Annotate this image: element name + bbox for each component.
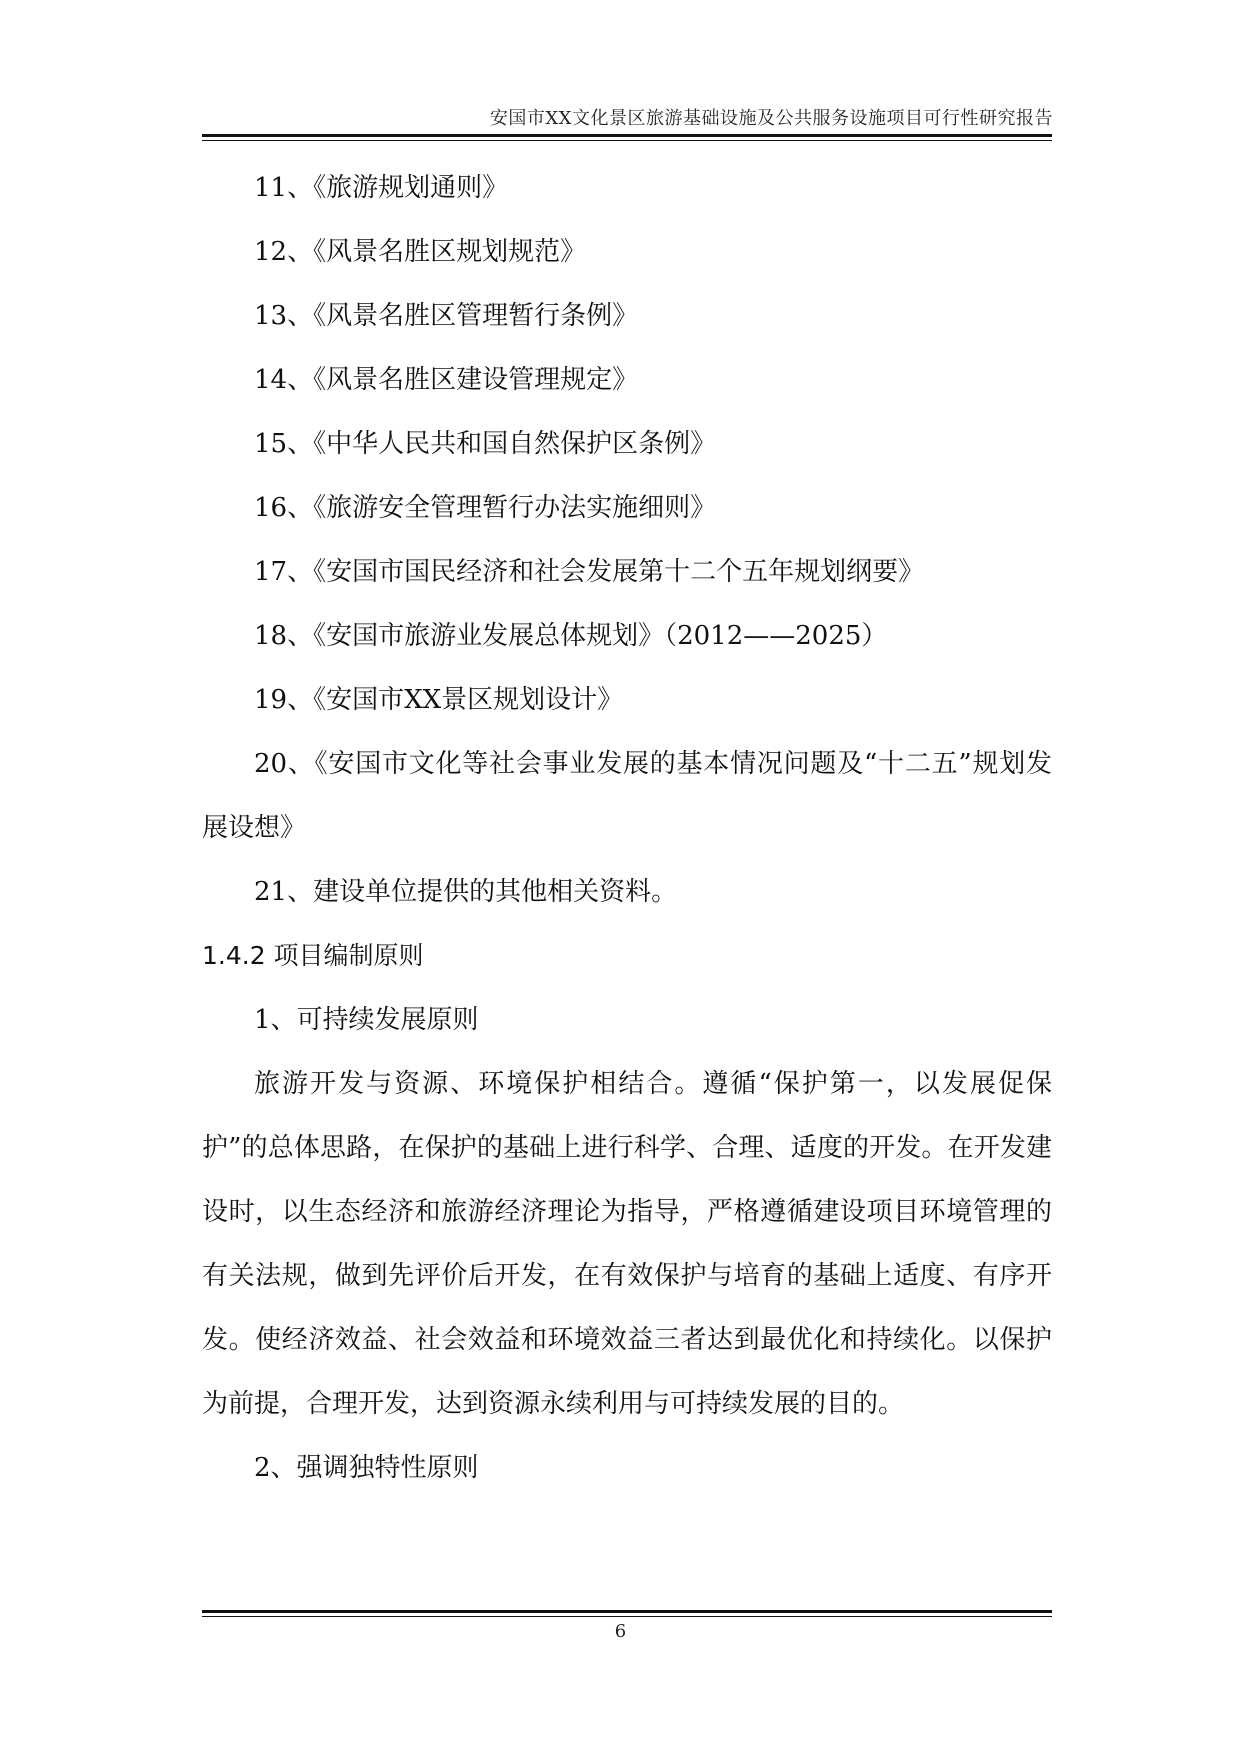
reference-item-12: 12、《风景名胜区规划规范》 [254, 237, 587, 267]
reference-item-17: 17、《安国市国民经济和社会发展第十二个五年规划纲要》 [254, 557, 925, 587]
header-rule [202, 134, 1052, 141]
principle-2-title: 2、强调独特性原则 [254, 1453, 479, 1483]
running-header: 安国市XX文化景区旅游基础设施及公共服务设施项目可行性研究报告 [489, 108, 1053, 129]
page-body [202, 156, 1052, 1500]
reference-item-18: 18、《安国市旅游业发展总体规划》（2012——2025） [254, 621, 888, 651]
page-number: 6 [614, 1621, 627, 1642]
reference-item-16: 16、《旅游安全管理暂行办法实施细则》 [254, 493, 717, 523]
reference-item-11: 11、《旅游规划通则》 [254, 173, 509, 203]
reference-item-14: 14、《风景名胜区建设管理规定》 [254, 365, 639, 395]
reference-item-21: 21、建设单位提供的其他相关资料。 [254, 877, 678, 907]
reference-item-20: 20、《安国市文化等社会事业发展的基本情况问题及“十二五”规划发展设想》 [202, 749, 1052, 843]
reference-item-13: 13、《风景名胜区管理暂行条例》 [254, 301, 639, 331]
principle-1-body: 旅游开发与资源、环境保护相结合。遵循“保护第一，以发展促保护”的总体思路，在保护的基础上进行科学、合理、适度的开发。在开发建设时，以生态经济和旅游经济理论为指导，严格遵循建设项目环境管理的有关法规，做到先评价后开发，在有效保护与培育的基础上适度、有序开发。使经济效益、社会效益和环境效益三者达到最优化和持续化。以保护为前提，合理开发，达到资源永续利用与可持续发展的目的。 [202, 1069, 1052, 1419]
section-heading: 1.4.2 项目编制原则 [202, 941, 424, 970]
reference-item-15: 15、《中华人民共和国自然保护区条例》 [254, 429, 717, 459]
principle-1-title: 1、可持续发展原则 [254, 1005, 479, 1035]
footer-rule [202, 1610, 1052, 1617]
reference-item-19: 19、《安国市XX景区规划设计》 [254, 685, 624, 715]
